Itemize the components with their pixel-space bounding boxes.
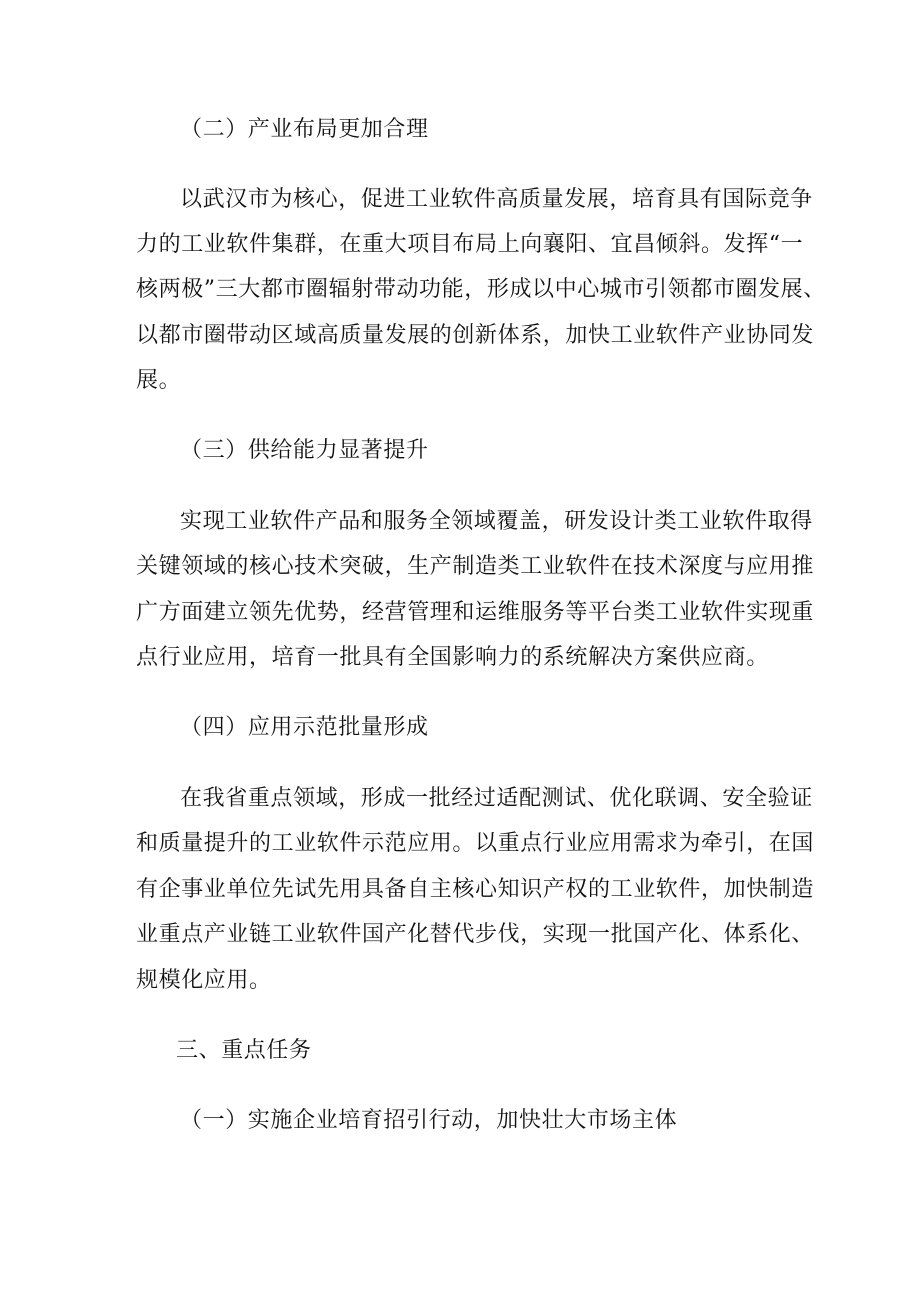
subsection-heading: （一）实施企业培育招引行动，加快壮大市场主体 — [180, 1108, 678, 1133]
paragraph-line: 以武汉市为核心，促进工业软件高质量发展，培育具有国际竞争 — [180, 187, 813, 212]
chapter-heading: 三、重点任务 — [176, 1038, 312, 1063]
paragraph-line: 关键领域的核心技术突破，生产制造类工业软件在技术深度与应用推 — [136, 554, 815, 579]
paragraph-line: 点行业应用，培育一批具有全国影响力的系统解决方案供应商。 — [136, 645, 769, 670]
paragraph-line: 核两极”三大都市圈辐射带动功能，形成以中心城市引领都市圈发展、 — [136, 277, 826, 302]
section-heading: （三）供给能力显著提升 — [180, 438, 429, 463]
paragraph-line: 展。 — [136, 368, 182, 393]
paragraph-line: 规模化应用。 — [136, 968, 272, 993]
paragraph-line: 在我省重点领域，形成一批经过适配测试、优化联调、安全验证 — [180, 786, 813, 811]
paragraph-line: 业重点产业链工业软件国产化替代步伐，实现一批国产化、体系化、 — [136, 922, 815, 947]
paragraph-line: 和质量提升的工业软件示范应用。以重点行业应用需求为牵引，在国 — [136, 831, 815, 856]
paragraph-line: 力的工业软件集群，在重大项目布局上向襄阳、宜昌倾斜。发挥“一 — [136, 232, 804, 257]
section-heading: （二）产业布局更加合理 — [180, 117, 429, 142]
paragraph-line: 有企事业单位先试先用具备自主核心知识产权的工业软件，加快制造 — [136, 877, 815, 902]
paragraph-line: 以都市圈带动区域高质量发展的创新体系，加快工业软件产业协同发 — [136, 323, 815, 348]
paragraph-line: 实现工业软件产品和服务全领域覆盖，研发设计类工业软件取得 — [180, 509, 813, 534]
section-heading: （四）应用示范批量形成 — [180, 715, 429, 740]
paragraph-line: 广方面建立领先优势，经营管理和运维服务等平台类工业软件实现重 — [136, 600, 815, 625]
